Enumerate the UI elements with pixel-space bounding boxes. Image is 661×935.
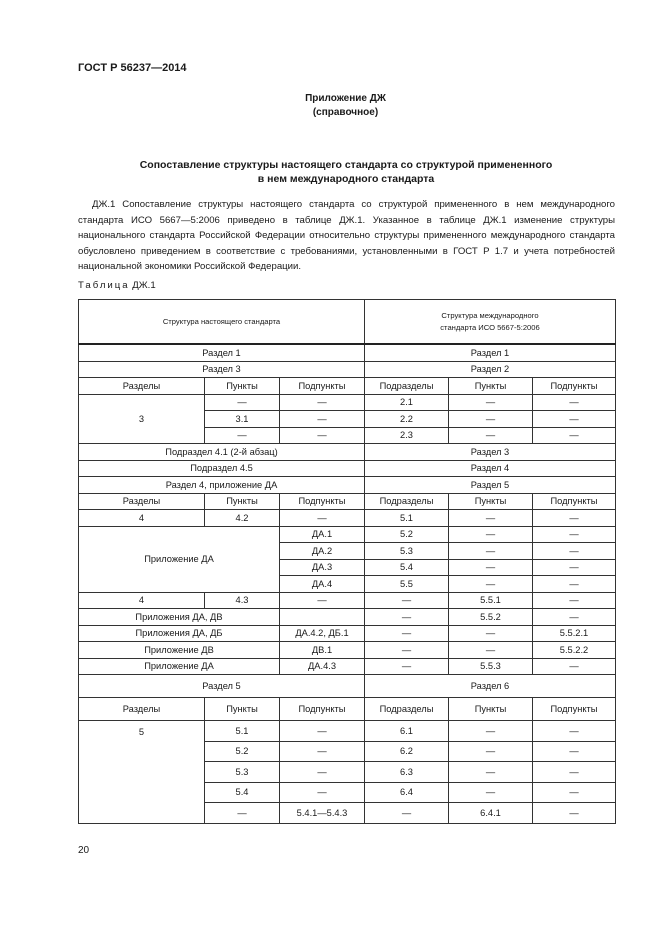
table-caption-label: Таблица (78, 280, 130, 291)
table-cell: 4 (79, 592, 205, 609)
column-header: Подпункты (280, 493, 365, 510)
table-cell: ДА.4.3 (280, 658, 365, 675)
table-cell: Раздел 2 (365, 361, 616, 378)
section-heading (78, 158, 614, 186)
table-cell: — (533, 592, 616, 609)
column-header: Разделы (79, 378, 205, 395)
table-cell: — (449, 411, 533, 428)
table-cell: — (280, 762, 365, 783)
table-row (79, 394, 616, 411)
table-cell: — (280, 741, 365, 762)
table-cell: — (280, 427, 365, 444)
table-cell: 6.4.1 (449, 803, 533, 824)
table-cell: — (280, 411, 365, 428)
table-cell: — (449, 526, 533, 543)
table-cell: — (449, 427, 533, 444)
table-cell: 5.2 (365, 526, 449, 543)
table-cell: — (533, 658, 616, 675)
table-cell: — (280, 721, 365, 742)
column-header: Подпункты (533, 493, 616, 510)
table-cell: 5.4 (365, 559, 449, 576)
table-cell: — (280, 510, 365, 527)
table-cell: 3 (79, 394, 205, 444)
table-row (79, 444, 616, 461)
table-row (79, 592, 616, 609)
table-row (79, 344, 616, 361)
table-cell: — (449, 394, 533, 411)
table-cell: Раздел 6 (365, 675, 616, 698)
column-header: Разделы (79, 698, 205, 721)
column-header: Пункты (205, 698, 280, 721)
table-cell: Раздел 3 (79, 361, 365, 378)
table-cell: Приложение ДА (79, 658, 280, 675)
table-cell: ДА.4.2, ДБ.1 (280, 625, 365, 642)
intro-paragraph (78, 197, 615, 275)
table-cell: 5.5.2.1 (533, 625, 616, 642)
table-row (79, 721, 616, 742)
table-cell: Подраздел 4.1 (2-й абзац) (79, 444, 365, 461)
appendix-title-block (0, 92, 661, 120)
column-header: Подпункты (533, 378, 616, 395)
column-header: Подразделы (365, 698, 449, 721)
table-cell: ДА.3 (280, 559, 365, 576)
table-cell: 4.2 (205, 510, 280, 527)
table-cell: — (280, 592, 365, 609)
table-cell: Приложения ДА, ДБ (79, 625, 280, 642)
table-cell: — (365, 609, 449, 626)
table-cell: 2.3 (365, 427, 449, 444)
structure-comparison-table (78, 299, 616, 824)
table-header-row (79, 300, 616, 345)
table-row (79, 477, 616, 494)
table-cell: — (449, 625, 533, 642)
table-row (79, 609, 616, 626)
column-header: Подразделы (365, 378, 449, 395)
table-row (79, 526, 616, 543)
table-cell: — (533, 411, 616, 428)
table-cell: 4 (79, 510, 205, 527)
intro-paragraph-text: ДЖ.1 Сопоставление структуры настоящего стандарта со структурой примененного в нем международного стандарта ИСО 5667—5:2006 приведено в таблице ДЖ.1. Указанное в таблице ДЖ.1 изменение структуры национального стандарта Российской Федерации относительно структуры примененного международного стандарта обусловлено приведением в соответствие с требованиями, установленными в ГОСТ Р 1.7 и учета потребностей национальной экономики Российской Федерации. (78, 199, 615, 272)
table-cell: Раздел 5 (365, 477, 616, 494)
table-cell: 5.1 (365, 510, 449, 527)
table-cell: 5.3 (365, 543, 449, 560)
table-cell: Раздел 1 (365, 344, 616, 361)
column-header: Пункты (449, 698, 533, 721)
table-cell: Приложения ДА, ДВ (79, 609, 280, 626)
table-cell: 6.1 (365, 721, 449, 742)
table-cell: — (533, 427, 616, 444)
table-row (79, 460, 616, 477)
column-header: Подпункты (280, 378, 365, 395)
table-cell: — (449, 559, 533, 576)
table-cell: — (205, 394, 280, 411)
table-cell: — (280, 782, 365, 803)
column-header-row (79, 698, 616, 721)
table-cell: Приложение ДА (79, 526, 280, 592)
column-header: Подпункты (280, 698, 365, 721)
table-cell: 5.5.2 (449, 609, 533, 626)
column-header: Пункты (205, 493, 280, 510)
table-cell: Раздел 3 (365, 444, 616, 461)
table-cell: — (205, 803, 280, 824)
column-header: Разделы (79, 493, 205, 510)
table-cell (280, 609, 365, 626)
table-cell: — (533, 526, 616, 543)
table-caption-number: ДЖ.1 (132, 280, 156, 291)
section-heading-line-2: в нем международного стандарта (257, 173, 435, 185)
table-cell: 5.4.1—5.4.3 (280, 803, 365, 824)
table-cell: 5.5.1 (449, 592, 533, 609)
table-cell: — (533, 609, 616, 626)
section-heading-line-1: Сопоставление структуры настоящего стандарта со структурой примененного (139, 159, 553, 171)
column-header: Подразделы (365, 493, 449, 510)
table-cell: 5.4 (205, 782, 280, 803)
table-cell: 2.1 (365, 394, 449, 411)
table-cell: — (449, 510, 533, 527)
table-cell: — (449, 576, 533, 593)
column-header-row (79, 493, 616, 510)
appendix-subtitle: (справочное) (312, 107, 379, 118)
table-cell: 6.3 (365, 762, 449, 783)
table-cell: — (533, 782, 616, 803)
table-cell: 5.3 (205, 762, 280, 783)
table-cell: 5.5.2.2 (533, 642, 616, 659)
appendix-title: Приложение ДЖ (305, 93, 386, 104)
table-cell: — (533, 559, 616, 576)
table-row (79, 510, 616, 527)
table-cell: — (533, 741, 616, 762)
table-cell: Подраздел 4.5 (79, 460, 365, 477)
header-international-structure (365, 300, 616, 345)
table-row (79, 642, 616, 659)
table-row (79, 361, 616, 378)
table-cell: 4.3 (205, 592, 280, 609)
table-cell: — (449, 762, 533, 783)
table-cell: 5 (79, 721, 205, 824)
column-header: Подпункты (533, 698, 616, 721)
table-cell: ДА.1 (280, 526, 365, 543)
header-international-line-2: стандарта ИСО 5667-5:2006 (440, 322, 540, 332)
table-cell: ДА.4 (280, 576, 365, 593)
table-cell: — (533, 576, 616, 593)
table-cell: — (365, 803, 449, 824)
document-id: ГОСТ Р 56237—2014 (78, 62, 187, 74)
table-cell: — (365, 625, 449, 642)
table-cell: 5.1 (205, 721, 280, 742)
table-cell: 6.4 (365, 782, 449, 803)
table-row (79, 658, 616, 675)
table-cell: — (205, 427, 280, 444)
table-cell: 3.1 (205, 411, 280, 428)
table-cell: — (365, 658, 449, 675)
table-cell: — (533, 721, 616, 742)
column-header-row (79, 378, 616, 395)
table-cell: — (533, 803, 616, 824)
table-cell: Раздел 4, приложение ДА (79, 477, 365, 494)
page-number: 20 (78, 845, 90, 856)
table-cell: 5.5 (365, 576, 449, 593)
table-cell: — (449, 721, 533, 742)
table-cell: Раздел 4 (365, 460, 616, 477)
table-cell: — (365, 642, 449, 659)
table-cell: — (533, 543, 616, 560)
table-cell: Раздел 1 (79, 344, 365, 361)
table-cell: 2.2 (365, 411, 449, 428)
table-cell: — (449, 741, 533, 762)
column-header: Пункты (449, 378, 533, 395)
header-current-structure: Структура настоящего стандарта (79, 300, 365, 345)
table-row (79, 675, 616, 698)
table-cell: — (533, 394, 616, 411)
table-cell: — (365, 592, 449, 609)
column-header: Пункты (449, 493, 533, 510)
table-cell: — (449, 543, 533, 560)
column-header: Пункты (205, 378, 280, 395)
table-cell: Раздел 5 (79, 675, 365, 698)
table-cell: — (449, 642, 533, 659)
header-international-line-1: Структура международного (441, 310, 539, 320)
table-cell: 5.5.3 (449, 658, 533, 675)
table-cell: — (533, 510, 616, 527)
table-cell: Приложение ДВ (79, 642, 280, 659)
table-cell: ДВ.1 (280, 642, 365, 659)
table-caption (78, 280, 156, 291)
table-cell: 5.2 (205, 741, 280, 762)
table-cell: — (449, 782, 533, 803)
table-cell: ДА.2 (280, 543, 365, 560)
table-row (79, 625, 616, 642)
table-cell: 6.2 (365, 741, 449, 762)
table-cell: — (280, 394, 365, 411)
table-cell: — (533, 762, 616, 783)
